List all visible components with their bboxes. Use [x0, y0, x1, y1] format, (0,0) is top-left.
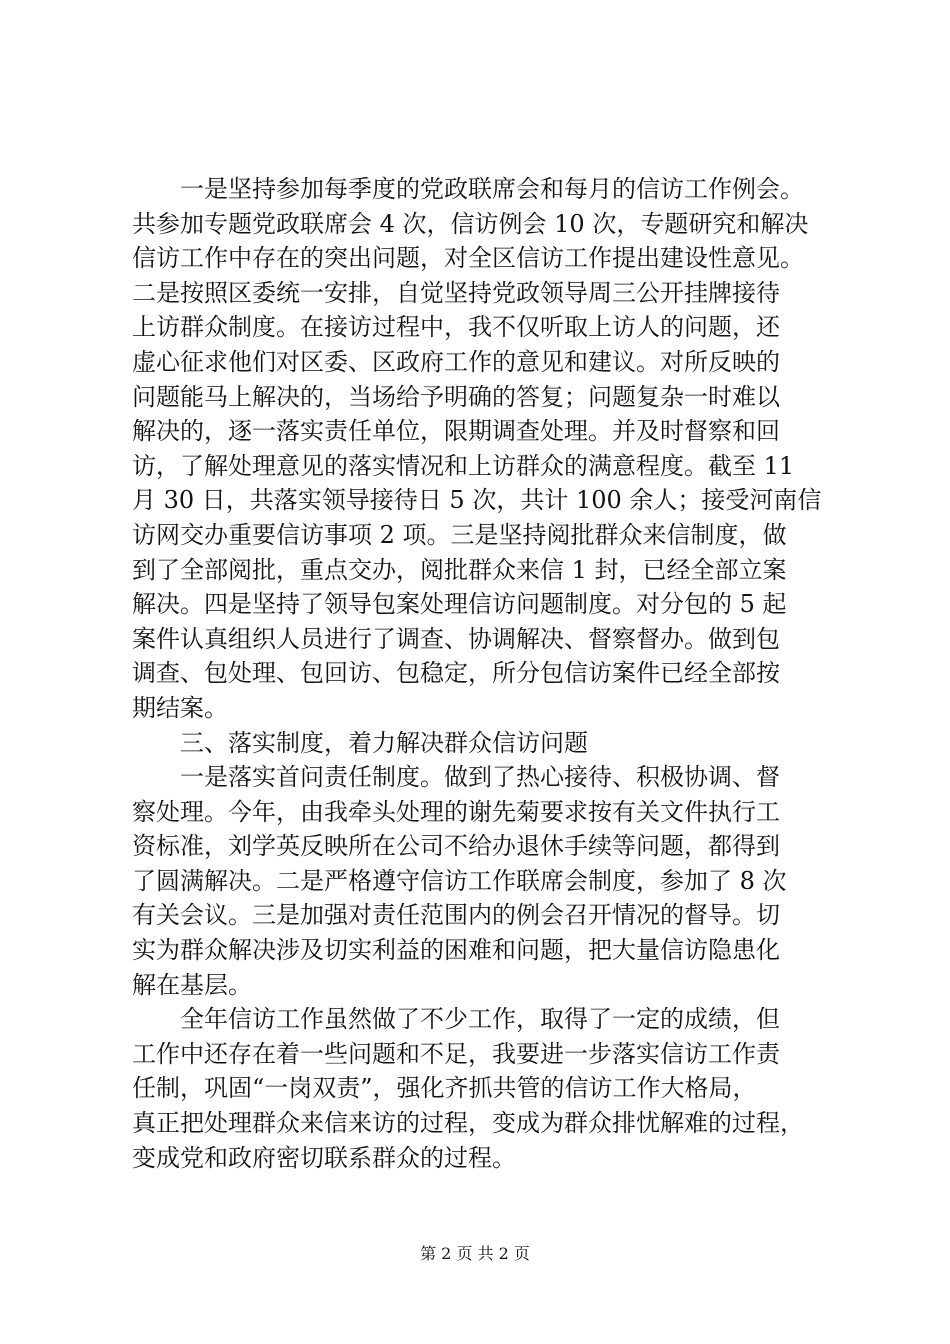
text-line: 工作中还存在着一些问题和不足，我要进一步落实信访工作责 — [132, 1039, 780, 1068]
text-line: 上访群众制度。在接访过程中，我不仅听取上访人的问题，还 — [132, 313, 780, 342]
text-line: 资标准，刘学英反映所在公司不给办退休手续等问题，都得到 — [132, 832, 780, 861]
text-line: 访网交办重要信访事项 2 项。三是坚持阅批群众来信制度，做 — [132, 520, 787, 549]
text-line: 有关会议。三是加强对责任范围内的例会召开情况的督导。切 — [132, 901, 780, 930]
text-line: 共参加专题党政联席会 4 次，信访例会 10 次，专题研究和解决 — [132, 209, 809, 238]
text-line: 全年信访工作虽然做了不少工作，取得了一定的成绩，但 — [180, 1005, 780, 1034]
text-line: 访，了解处理意见的落实情况和上访群众的满意程度。截至 11 — [132, 451, 795, 480]
text-line: 任制，巩固“一岗双责”，强化齐抓共管的信访工作大格局， — [132, 1074, 757, 1103]
document-body — [132, 172, 844, 1175]
text-line: 解决。四是坚持了领导包案处理信访问题制度。对分包的 5 起 — [132, 590, 787, 619]
text-line: 月 30 日，共落实领导接待日 5 次，共计 100 余人；接受河南信 — [132, 486, 822, 515]
text-line: 实为群众解决涉及切实利益的困难和问题，把大量信访隐患化 — [132, 936, 780, 965]
text-line: 一是坚持参加每季度的党政联席会和每月的信访工作例会。 — [180, 175, 804, 203]
text-line: 解决的，逐一落实责任单位，限期调查处理。并及时督察和回 — [132, 417, 780, 446]
text-line: 期结案。 — [132, 693, 228, 722]
text-line: 一是落实首问责任制度。做到了热心接待、积极协调、督 — [180, 763, 780, 792]
text-line: 信访工作中存在的突出问题，对全区信访工作提出建设性意见。 — [132, 244, 804, 273]
text-line: 到了全部阅批，重点交办，阅批群众来信 1 封，已经全部立案 — [132, 555, 787, 584]
text-line: 三、落实制度，着力解决群众信访问题 — [180, 728, 588, 757]
text-line: 虚心征求他们对区委、区政府工作的意见和建议。对所反映的 — [132, 347, 780, 376]
text-line: 调查、包处理、包回访、包稳定，所分包信访案件已经全部按 — [132, 659, 780, 688]
text-line: 了圆满解决。二是严格遵守信访工作联席会制度，参加了 8 次 — [132, 866, 787, 895]
text-line: 真正把处理群众来信来访的过程，变成为群众排忧解难的过程， — [132, 1109, 804, 1138]
text-line: 解在基层。 — [132, 970, 252, 999]
text-line: 变成党和政府密切联系群众的过程。 — [132, 1143, 516, 1172]
page-footer: 第 2 页 共 2 页 — [420, 1244, 530, 1263]
text-line: 案件认真组织人员进行了调查、协调解决、督察督办。做到包 — [132, 624, 780, 653]
text-line: 二是按照区委统一安排，自觉坚持党政领导周三公开挂牌接待 — [132, 278, 780, 307]
text-line: 问题能马上解决的，当场给予明确的答复；问题复杂一时难以 — [132, 382, 780, 411]
text-line: 察处理。今年，由我牵头处理的谢先菊要求按有关文件执行工 — [132, 797, 780, 826]
